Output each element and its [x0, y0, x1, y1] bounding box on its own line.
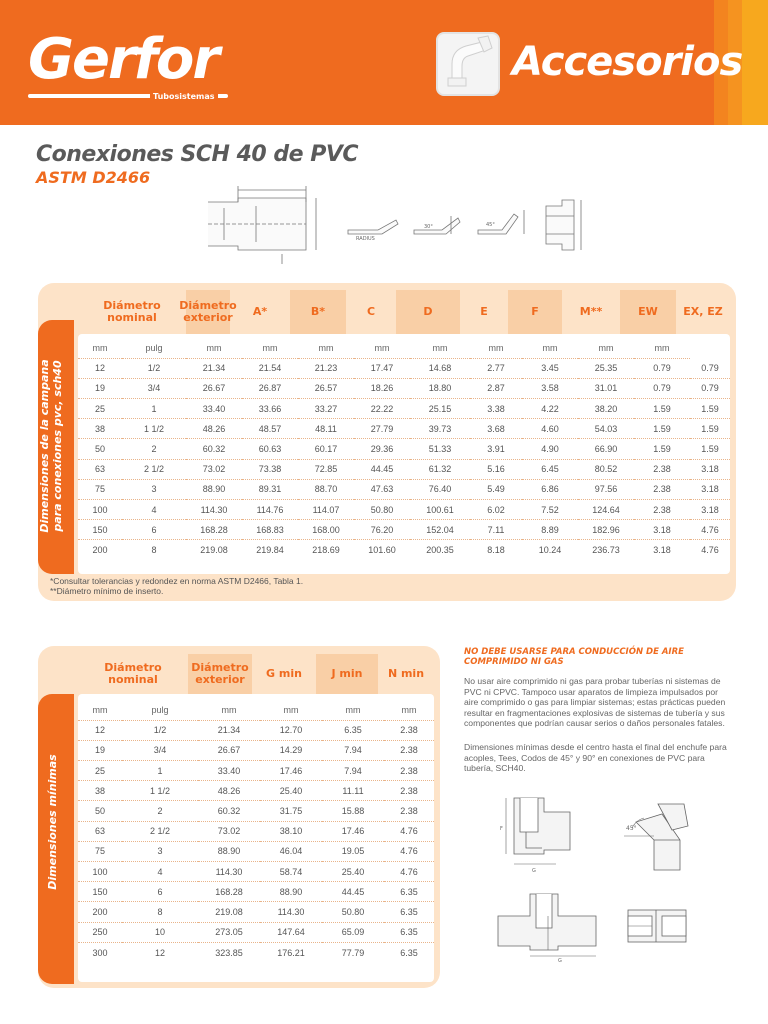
table-cell: 168.83 [242, 520, 298, 540]
table1-header-7: F [508, 290, 562, 334]
table-cell: 152.04 [410, 520, 470, 540]
table-cell: 21.54 [242, 358, 298, 378]
table-cell: 114.07 [298, 500, 354, 520]
table-cell: 1 [122, 399, 186, 419]
table-cell: 2 [122, 801, 198, 821]
table-cell: 4 [122, 862, 198, 882]
table-cell: 19 [78, 740, 122, 760]
table-cell: 12 [78, 720, 122, 740]
table-cell: 48.26 [186, 419, 242, 439]
table-cell: 2.38 [634, 500, 690, 520]
brand-logo: Gerfor [28, 27, 219, 92]
table-cell: 6.02 [470, 500, 522, 520]
table-cell: 38 [78, 419, 122, 439]
table-cell: 33.66 [242, 399, 298, 419]
table-cell: 48.11 [298, 419, 354, 439]
table-cell: 168.28 [186, 520, 242, 540]
table-cell: 7.52 [522, 500, 578, 520]
table-cell: 4.90 [522, 439, 578, 459]
drawing-label-45: 45° [486, 222, 495, 228]
table-cell: 50 [78, 439, 122, 459]
table-row [78, 942, 434, 962]
table-cell: 26.57 [298, 378, 354, 398]
table-cell: 2 1/2 [122, 821, 198, 841]
table1-side-label: Dimensiones de la campana para conexiones pvc, sch40 [38, 359, 64, 533]
table-cell: 3.18 [634, 520, 690, 540]
table-cell: 2.38 [384, 740, 434, 760]
unit-cell: pulg [122, 338, 186, 358]
table-cell: 2.38 [634, 479, 690, 499]
table-cell: 25 [78, 761, 122, 781]
table-cell: 114.76 [242, 500, 298, 520]
table-cell: 7.11 [470, 520, 522, 540]
table-cell: 88.90 [198, 841, 260, 861]
table-cell: 3.18 [690, 479, 730, 499]
table-cell: 1.59 [690, 439, 730, 459]
table-cell: 12 [78, 358, 122, 378]
table-row [78, 358, 730, 378]
table-cell: 5.49 [470, 479, 522, 499]
table-cell: 101.60 [368, 545, 396, 556]
brand-tagline: Tubosistemas [150, 92, 218, 101]
table-row [78, 821, 434, 841]
table-cell: 6.35 [384, 902, 434, 922]
table-cell: 5.16 [470, 459, 522, 479]
unit-cell: mm [260, 700, 322, 720]
dimensions-paragraph: Dimensiones mínimas desde el centro hasta el final del enchufe para acoples, Tees, Codos de 45° y 90° en conexiones de PVC para tubería, SCH40. [464, 742, 727, 773]
table-cell: 75 [78, 479, 122, 499]
table-cell: 3.18 [653, 545, 671, 556]
table-cell: 8 [122, 902, 198, 922]
table-cell: 150 [78, 520, 122, 540]
table-cell: 89.31 [242, 479, 298, 499]
table-cell: 236.73 [592, 545, 620, 556]
table-cell: 77.79 [341, 947, 365, 958]
table-row [78, 922, 434, 942]
svg-text:G: G [532, 868, 536, 874]
table-row [78, 740, 434, 760]
table-cell: 25.35 [578, 358, 634, 378]
section-title: Accesorios [512, 39, 743, 85]
table-cell: 25.15 [410, 399, 470, 419]
table2-side-label: Dimensiones mínimas [46, 754, 59, 890]
table-cell: 21.34 [186, 358, 242, 378]
table-cell: 3.58 [522, 378, 578, 398]
unit-cell: mm [470, 338, 522, 358]
table-cell: 26.67 [186, 378, 242, 398]
table-cell: 6.35 [384, 882, 434, 902]
table-row [78, 902, 434, 922]
table-cell: 1.59 [634, 419, 690, 439]
table-cell: 25.40 [322, 862, 384, 882]
table-cell: 114.30 [260, 902, 322, 922]
unit-cell: pulg [122, 700, 198, 720]
table-cell: 2.38 [384, 801, 434, 821]
table-cell: 38 [78, 781, 122, 801]
table-cell: 1/2 [122, 720, 198, 740]
unit-cell: mm [410, 338, 470, 358]
table-cell: 29.36 [354, 439, 410, 459]
table-cell: 17.47 [354, 358, 410, 378]
unit-cell: mm [242, 338, 298, 358]
table-cell: 2 1/2 [122, 459, 186, 479]
table-cell: 6.35 [322, 720, 384, 740]
table-cell: 2.87 [470, 378, 522, 398]
table-cell: 1.59 [690, 419, 730, 439]
table-row [78, 540, 730, 560]
table-cell: 80.52 [578, 459, 634, 479]
table-cell: 21.23 [298, 358, 354, 378]
table-cell: 1.59 [690, 399, 730, 419]
table2-header-2: G min [266, 667, 302, 680]
minimum-dimensions-table [78, 700, 434, 962]
table-cell: 11.11 [322, 781, 384, 801]
table-cell: 38.20 [578, 399, 634, 419]
table-cell: 22.22 [354, 399, 410, 419]
table-cell: 88.70 [298, 479, 354, 499]
table1-header-2: A* [252, 305, 268, 318]
table-row [78, 459, 730, 479]
table-cell: 14.68 [410, 358, 470, 378]
table-cell: 60.32 [198, 801, 260, 821]
table-cell: 4.60 [522, 419, 578, 439]
note-insert-diameter: **Diámetro mínimo de inserto. [50, 586, 164, 596]
table-cell: 10 [122, 922, 198, 942]
table-cell: 100 [78, 500, 122, 520]
unit-cell: mm [298, 338, 354, 358]
unit-cell: mm [78, 700, 122, 720]
table-cell: 88.90 [186, 479, 242, 499]
table-cell: 1 [122, 761, 198, 781]
table-cell: 26.67 [198, 740, 260, 760]
fitting-dimension-drawings [196, 180, 586, 270]
table-row [78, 500, 730, 520]
table-cell: 72.85 [298, 459, 354, 479]
table-cell: 48.57 [242, 419, 298, 439]
drawing-label-radius: RADIUS [356, 236, 375, 242]
table-cell: 15.88 [322, 801, 384, 821]
table-row [78, 841, 434, 861]
table-cell: 114.30 [186, 500, 242, 520]
table-cell: 31.75 [260, 801, 322, 821]
table-cell: 65.09 [322, 922, 384, 942]
table-cell: 8 [151, 545, 157, 556]
table-cell: 44.45 [354, 459, 410, 479]
table-cell: 14.29 [260, 740, 322, 760]
table-cell: 6 [122, 882, 198, 902]
table1-header-6: E [480, 305, 488, 318]
table-cell: 2.77 [470, 358, 522, 378]
table-cell: 2.38 [634, 459, 690, 479]
table-cell: 114.30 [198, 862, 260, 882]
warning-paragraph: No usar aire comprimido ni gas para probar tuberías ni sistemas de PVC ni CPVC. Tampoco usar aparatos de limpieza impulsados por aire comprimido o gas para limpiar sistemas; estas prácticas pueden resultar en fragmentaciones explosivas de sistemas de tubería y sus componentes que podrían causar serios o daños personales fatales. [464, 676, 726, 728]
warning-heading: NO DEBE USARSE PARA CONDUCCIÓN DE AIRE COMPRIMIDO NI GAS [464, 647, 684, 667]
table-cell: 3.18 [690, 500, 730, 520]
table-cell: 17.46 [260, 761, 322, 781]
table-cell: 48.26 [198, 781, 260, 801]
page-subtitle: ASTM D2466 [36, 168, 151, 187]
table-cell: 39.73 [410, 419, 470, 439]
table-cell: 3/4 [122, 378, 186, 398]
table-cell: 218.69 [312, 545, 340, 556]
table-cell: 58.74 [260, 862, 322, 882]
table-cell: 73.02 [186, 459, 242, 479]
table1-header-10: EX, EZ [683, 305, 723, 318]
table-cell: 97.56 [578, 479, 634, 499]
table-cell: 323.85 [215, 947, 243, 958]
table-cell: 18.26 [354, 378, 410, 398]
table-cell: 0.79 [690, 358, 730, 378]
unit-cell: mm [186, 338, 242, 358]
table-cell: 147.64 [260, 922, 322, 942]
unit-cell: mm [634, 338, 690, 358]
cross-tee-drawing [496, 888, 606, 964]
table-cell: 25.40 [260, 781, 322, 801]
table-cell: 6.35 [384, 922, 434, 942]
table-cell: 4 [122, 500, 186, 520]
table-cell: 25 [78, 399, 122, 419]
unit-cell: mm [322, 700, 384, 720]
table-cell: 200 [92, 545, 108, 556]
table-cell: 76.40 [410, 479, 470, 499]
table-row [78, 882, 434, 902]
table-cell: 4.76 [701, 545, 719, 556]
table-cell: 2.38 [384, 781, 434, 801]
table-cell: 3.91 [470, 439, 522, 459]
table-cell: 6.35 [400, 947, 418, 958]
tee-fitting-drawing [496, 792, 596, 880]
table-row [78, 801, 434, 821]
table-cell: 182.96 [578, 520, 634, 540]
table-cell: 12 [154, 947, 165, 958]
table-cell: 46.04 [260, 841, 322, 861]
table1-header-3: B* [290, 290, 346, 334]
table1-header-1: Diámetro exterior [186, 290, 230, 334]
header-stripe [742, 0, 768, 125]
table-cell: 200 [78, 902, 122, 922]
drawing-label-30: 30° [424, 224, 433, 230]
table-cell: 88.90 [260, 882, 322, 902]
table-cell: 1 1/2 [122, 781, 198, 801]
table-cell: 21.34 [198, 720, 260, 740]
table-cell: 1.59 [634, 399, 690, 419]
table-cell: 50.80 [322, 902, 384, 922]
bell-dimensions-table [78, 338, 730, 560]
table-cell: 66.90 [578, 439, 634, 459]
fig-angle-label: 45° [626, 825, 637, 832]
table-cell: 2 [122, 439, 186, 459]
table-cell: 38.10 [260, 821, 322, 841]
svg-text:F: F [500, 826, 503, 832]
table-cell: 47.63 [354, 479, 410, 499]
table1-header-4: C [366, 305, 376, 318]
table-cell: 300 [92, 947, 108, 958]
units-row [78, 338, 730, 358]
table-cell: 2.38 [384, 720, 434, 740]
table-cell: 0.79 [634, 358, 690, 378]
table-cell: 219.08 [198, 902, 260, 922]
table-cell: 31.01 [578, 378, 634, 398]
table-cell: 51.33 [410, 439, 470, 459]
table-cell: 4.76 [384, 821, 434, 841]
table-cell: 200.35 [426, 545, 454, 556]
table-cell: 3 [122, 841, 198, 861]
table-row [78, 520, 730, 540]
table-cell: 54.03 [578, 419, 634, 439]
table-cell: 10.24 [538, 545, 562, 556]
table-cell: 63 [78, 821, 122, 841]
table2-header-0: Diámetro nominal [104, 661, 162, 686]
unit-cell: mm [522, 338, 578, 358]
table-row [78, 720, 434, 740]
table-cell: 7.94 [322, 761, 384, 781]
table-cell: 50 [78, 801, 122, 821]
table-cell: 3.45 [522, 358, 578, 378]
table-cell: 3 [122, 479, 186, 499]
table-cell: 6.45 [522, 459, 578, 479]
table1-header-5: D [396, 290, 460, 334]
table-cell: 44.45 [322, 882, 384, 902]
table-row [78, 419, 730, 439]
table-cell: 76.20 [354, 520, 410, 540]
table-cell: 1/2 [122, 358, 186, 378]
table-cell: 124.64 [578, 500, 634, 520]
table-cell: 27.79 [354, 419, 410, 439]
table-cell: 4.76 [690, 520, 730, 540]
table-cell: 60.63 [242, 439, 298, 459]
elbow-45-drawing [614, 796, 710, 876]
table-cell: 0.79 [690, 378, 730, 398]
table1-header-9: EW [620, 290, 676, 334]
table-cell: 26.87 [242, 378, 298, 398]
table-row [78, 862, 434, 882]
pvc-elbow-45-icon [436, 32, 500, 96]
table1-header-8: M** [579, 305, 603, 318]
table-cell: 219.84 [256, 545, 284, 556]
table-cell: 33.40 [198, 761, 260, 781]
table-cell: 150 [78, 882, 122, 902]
table-cell: 3.68 [470, 419, 522, 439]
table-cell: 33.27 [298, 399, 354, 419]
table-cell: 168.28 [198, 882, 260, 902]
table-cell: 60.17 [298, 439, 354, 459]
table-cell: 4.76 [384, 862, 434, 882]
table-cell: 6 [122, 520, 186, 540]
table-cell: 1 1/2 [122, 419, 186, 439]
unit-cell: mm [384, 700, 434, 720]
table-cell: 3/4 [122, 740, 198, 760]
table-cell: 6.86 [522, 479, 578, 499]
table2-header-4: N min [387, 667, 425, 680]
table-cell: 17.46 [322, 821, 384, 841]
unit-cell: mm [198, 700, 260, 720]
svg-text:G: G [558, 958, 562, 964]
page-title: Conexiones SCH 40 de PVC [36, 142, 358, 167]
table-row [78, 761, 434, 781]
unit-cell: mm [354, 338, 410, 358]
table-cell: 61.32 [410, 459, 470, 479]
table-cell: 19.05 [322, 841, 384, 861]
table-cell: 273.05 [198, 922, 260, 942]
table-cell: 73.02 [198, 821, 260, 841]
table-row [78, 781, 434, 801]
table-cell: 0.79 [634, 378, 690, 398]
header-banner [0, 0, 768, 125]
table-cell: 100.61 [410, 500, 470, 520]
table-row [78, 378, 730, 398]
table-cell: 50.80 [354, 500, 410, 520]
table-row [78, 439, 730, 459]
table-cell: 100 [78, 862, 122, 882]
table-cell: 4.76 [384, 841, 434, 861]
table1-notes [50, 576, 303, 596]
coupling-drawing [626, 904, 690, 948]
table-cell: 1.59 [634, 439, 690, 459]
table-row [78, 399, 730, 419]
units-row [78, 700, 434, 720]
table2-header-3: J min [316, 654, 378, 694]
table-cell: 4.22 [522, 399, 578, 419]
table-cell: 75 [78, 841, 122, 861]
table-cell: 3.18 [690, 459, 730, 479]
table1-header-0: Diámetro nominal [103, 299, 161, 324]
table-cell: 176.21 [277, 947, 305, 958]
table-cell: 2.38 [384, 761, 434, 781]
table-cell: 250 [78, 922, 122, 942]
unit-cell: mm [578, 338, 634, 358]
unit-cell: mm [78, 338, 122, 358]
table-cell: 18.80 [410, 378, 470, 398]
table-cell: 168.00 [298, 520, 354, 540]
table-cell: 19 [78, 378, 122, 398]
table-cell: 219.08 [200, 545, 228, 556]
table-cell: 7.94 [322, 740, 384, 760]
table-cell: 8.89 [522, 520, 578, 540]
table2-header-1: Diámetro exterior [188, 654, 252, 694]
table-cell: 63 [78, 459, 122, 479]
table-cell: 8.18 [487, 545, 505, 556]
note-tolerances: *Consultar tolerancias y redondez en norma ASTM D2466, Tabla 1. [50, 576, 304, 586]
table-cell: 33.40 [186, 399, 242, 419]
table-cell: 3.38 [470, 399, 522, 419]
table-cell: 12.70 [260, 720, 322, 740]
table-cell: 73.38 [242, 459, 298, 479]
table-row [78, 479, 730, 499]
table-cell: 60.32 [186, 439, 242, 459]
